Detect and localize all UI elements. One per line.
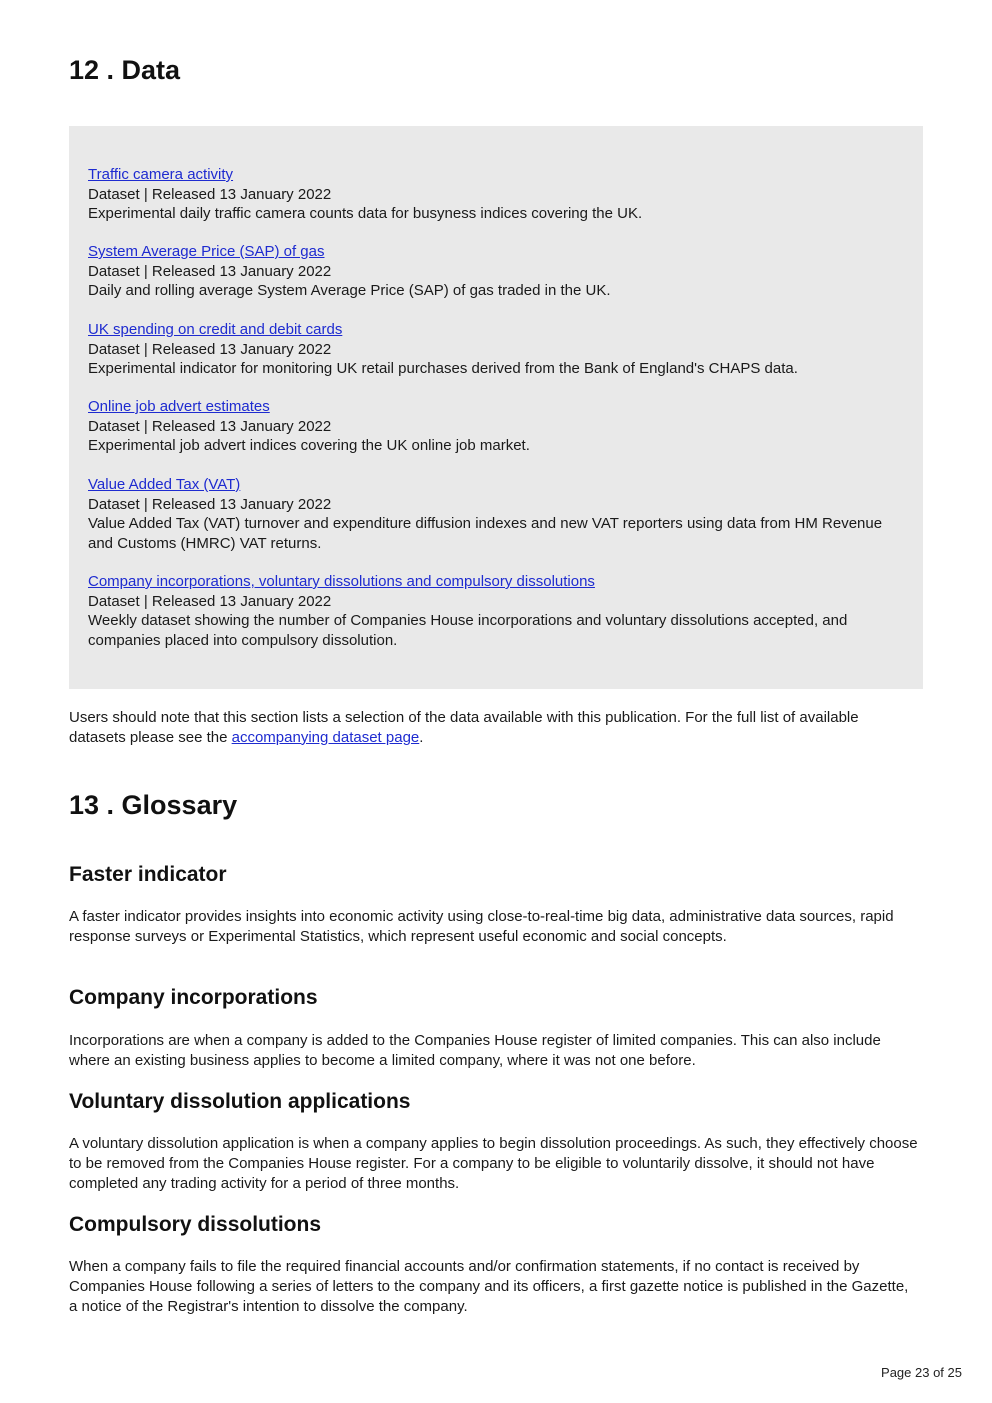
dataset-description: Weekly dataset showing the number of Companies House incorporations and voluntary dissolutions accepted, and companies placed into compulsory dissolution. (88, 612, 848, 649)
dataset-description: Experimental indicator for monitoring UK retail purchases derived from the Bank of England's CHAPS data. (88, 360, 798, 378)
glossary-term: Faster indicator (69, 863, 227, 886)
dataset-link[interactable]: Value Added Tax (VAT) (88, 476, 241, 493)
dataset-link[interactable]: Traffic camera activity (88, 166, 234, 183)
dataset-link[interactable]: Company incorporations, voluntary dissolutions and compulsory dissolutions (88, 573, 595, 590)
glossary-term: Company incorporations (69, 986, 318, 1009)
dataset-meta: Dataset | Released 13 January 2022 (88, 185, 332, 203)
glossary-definition: A faster indicator provides insights into economic activity using close-to-real-time big data, administrative data sources, rapid response surveys or Experimental Statistics, which represent useful economic and social concepts. (69, 908, 894, 945)
page-number: Page 23 of 25 (881, 1365, 962, 1380)
section-title-glossary: 13 . Glossary (69, 790, 238, 820)
dataset-meta: Dataset | Released 13 January 2022 (88, 417, 332, 435)
dataset-link[interactable]: System Average Price (SAP) of gas (88, 243, 325, 260)
glossary-definition: A voluntary dissolution application is when a company applies to begin dissolution proceedings. As such, they effectively choose to be removed from the Companies House register. For a company to be eligible to voluntarily dissolve, it should not have completed any trading activity for a period of three months. (69, 1135, 918, 1192)
glossary-term: Compulsory dissolutions (69, 1213, 322, 1236)
dataset-item (88, 165, 898, 224)
dataset-description: Experimental job advert indices covering the UK online job market. (88, 437, 530, 455)
dataset-item (88, 242, 898, 301)
dataset-meta: Dataset | Released 13 January 2022 (88, 495, 332, 513)
dataset-item (88, 572, 898, 650)
section-title-data: 12 . Data (69, 55, 181, 85)
dataset-item (88, 475, 898, 553)
glossary-term: Voluntary dissolution applications (69, 1090, 411, 1113)
dataset-note-end: . (419, 728, 424, 746)
dataset-list-box (69, 126, 923, 689)
dataset-description: Value Added Tax (VAT) turnover and expenditure diffusion indexes and new VAT reporters using data from HM Revenue and Customs (HMRC) VAT returns. (88, 515, 883, 552)
dataset-meta: Dataset | Released 13 January 2022 (88, 340, 332, 358)
dataset-item (88, 397, 898, 456)
dataset-meta: Dataset | Released 13 January 2022 (88, 262, 332, 280)
glossary-definition: When a company fails to file the required financial accounts and/or confirmation statements, if no contact is received by Companies House following a series of letters to the company and its officers, a first gazette notice is published in the Gazette, a notice of the Registrar's intention to dissolve the company. (69, 1258, 909, 1315)
dataset-description: Experimental daily traffic camera counts data for busyness indices covering the UK. (88, 205, 643, 223)
accompanying-dataset-link[interactable]: accompanying dataset page (231, 728, 420, 746)
glossary-definition: Incorporations are when a company is added to the Companies House register of limited companies. This can also include where an existing business applies to become a limited company, where it was not one before. (69, 1032, 881, 1069)
dataset-link[interactable]: UK spending on credit and debit cards (88, 321, 343, 338)
dataset-description: Daily and rolling average System Average Price (SAP) of gas traded in the UK. (88, 282, 611, 300)
dataset-meta: Dataset | Released 13 January 2022 (88, 592, 332, 610)
dataset-item (88, 320, 898, 379)
dataset-note-text: Users should note that this section lists a selection of the data available with this publication. For the full list of available datasets please see the (69, 709, 859, 746)
dataset-link[interactable]: Online job advert estimates (88, 398, 270, 415)
dataset-note (69, 708, 919, 748)
